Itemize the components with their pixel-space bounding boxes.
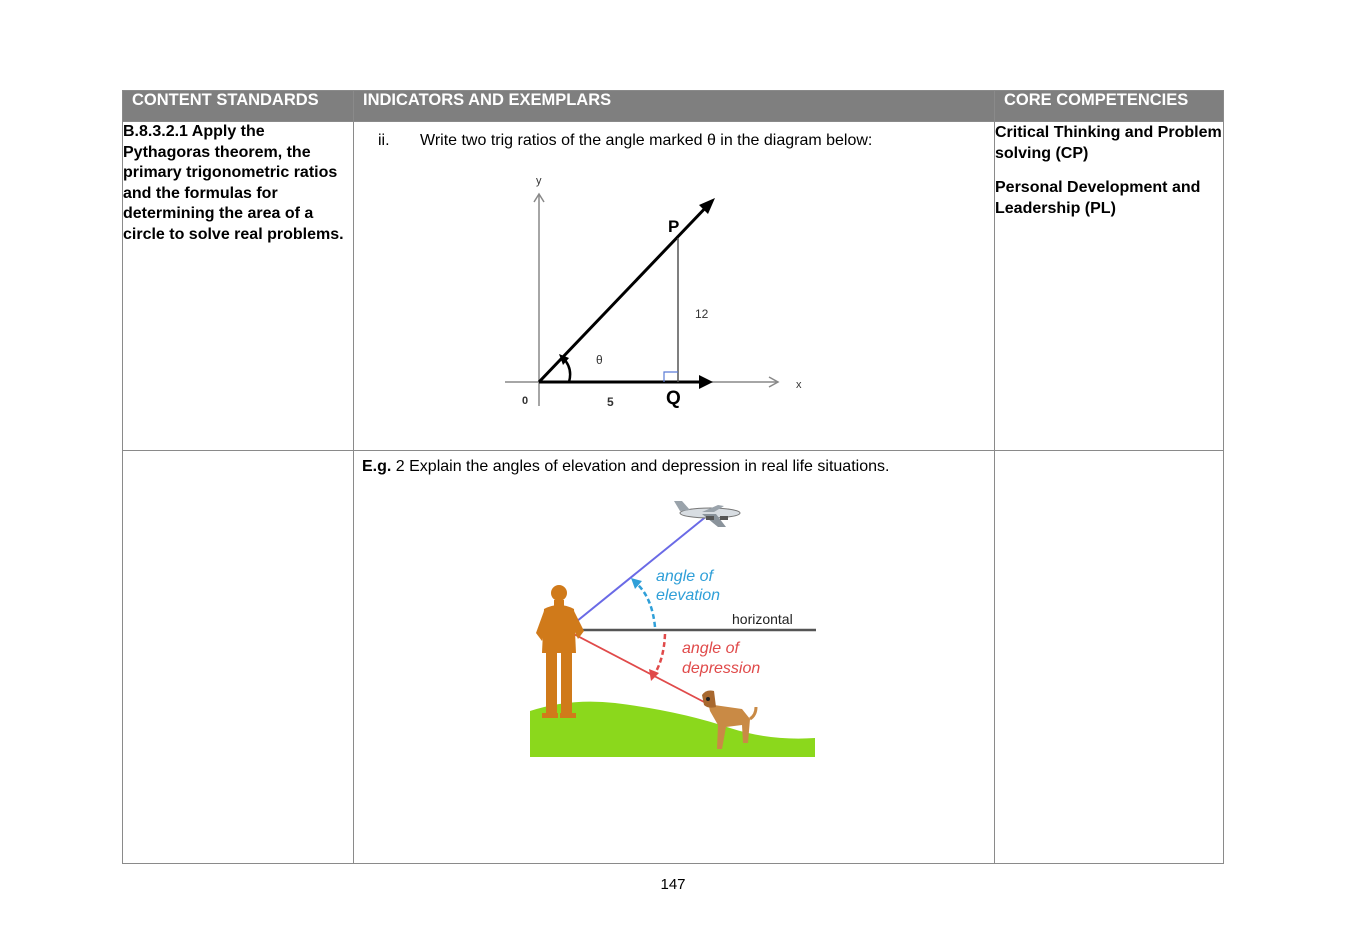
header-core-competencies: CORE COMPETENCIES xyxy=(995,91,1224,122)
table-row xyxy=(123,122,1224,451)
table-header-row xyxy=(123,91,1224,122)
point-p-label: P xyxy=(668,217,680,236)
curriculum-table xyxy=(122,90,1224,864)
axis-x-label: x xyxy=(796,379,802,391)
competency-cp: Critical Thinking and Problem solving (CP) xyxy=(995,124,1222,162)
competency-pl: Personal Development and Leadership (PL) xyxy=(995,179,1201,217)
example-description: 2 Explain the angles of elevation and depression in real life situations. xyxy=(391,458,890,475)
core-competencies-cell xyxy=(995,122,1224,451)
right-triangle-diagram xyxy=(501,172,841,432)
item-text: Write two trig ratios of the angle marked θ in the diagram below: xyxy=(420,132,873,149)
core-competencies-cell-empty xyxy=(995,451,1224,864)
origin-label: 0 xyxy=(522,395,529,407)
content-standard-text: B.8.3.2.1 Apply the Pythagoras theorem, the primary trigonometric ratios and the formulas for determining the area of a circle to solve real problems. xyxy=(123,123,344,243)
content-standard-cell xyxy=(123,122,354,451)
example-text xyxy=(362,458,889,476)
elevation-label-line1: angle of xyxy=(656,568,713,585)
content-standard-cell-empty xyxy=(123,451,354,864)
indicators-cell-example xyxy=(354,451,995,864)
page-number: 147 xyxy=(660,876,686,893)
depression-label-line1: angle of xyxy=(682,640,739,657)
airplane-icon xyxy=(674,501,740,527)
depression-label-line2: depression xyxy=(682,660,761,677)
elevation-depression-diagram xyxy=(530,493,830,758)
axis-y-label: y xyxy=(536,175,542,187)
point-q-label: Q xyxy=(666,388,681,409)
angle-theta-label: θ xyxy=(596,353,603,367)
header-content-standards: CONTENT STANDARDS xyxy=(123,91,354,122)
horizontal-label: horizontal xyxy=(732,611,793,627)
side-vertical-label: 12 xyxy=(695,307,709,321)
table-row xyxy=(123,451,1224,864)
header-indicators-exemplars: INDICATORS AND EXEMPLARS xyxy=(354,91,995,122)
exemplar-item xyxy=(378,132,872,150)
man-figure-icon xyxy=(536,585,584,718)
elevation-label-line2: elevation xyxy=(656,587,721,604)
indicators-cell xyxy=(354,122,995,451)
item-number: ii. xyxy=(378,132,390,149)
example-label: E.g. xyxy=(362,458,392,475)
side-horizontal-label: 5 xyxy=(607,395,614,409)
